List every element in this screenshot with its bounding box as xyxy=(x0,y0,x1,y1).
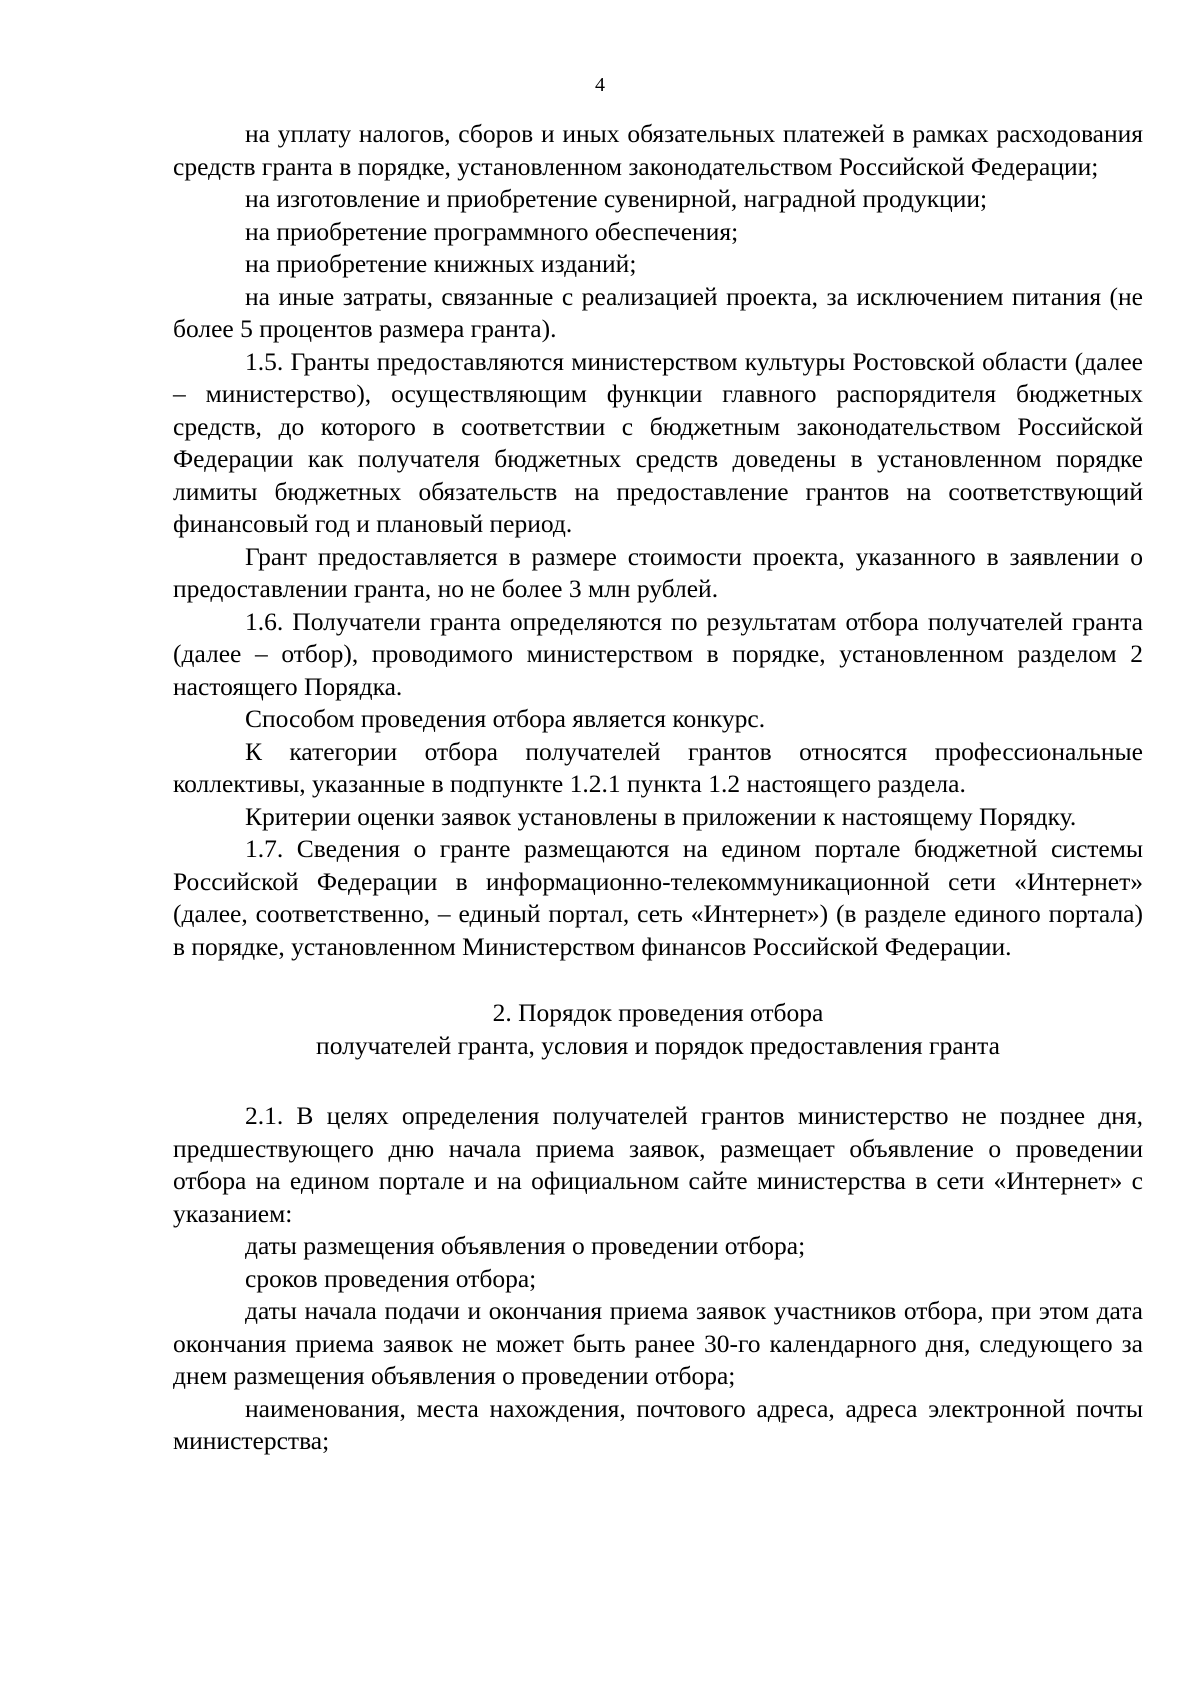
section-heading-line-2: получателей гранта, условия и порядок предоставления гранта xyxy=(316,1030,1000,1060)
paragraph-books: на приобретение книжных изданий; xyxy=(245,249,637,278)
paragraph-selection-terms: сроков проведения отбора; xyxy=(245,1263,537,1293)
paragraph-souvenir-products: на изготовление и приобретение сувенирной, наградной продукции; xyxy=(245,184,988,213)
paragraph-tax-payments: на уплату налогов, сборов и иных обязательных платежей в рамках расходования средств гранта в порядке, установленном законодательством Российской Федерации; xyxy=(173,119,1143,181)
paragraph-selection-category: К категории отбора получателей грантов относятся профессиональные коллективы, указанные в подпункте 1.2.1 пункта 1.2 настоящего раздела. xyxy=(173,736,1143,798)
paragraph-announcement-date: даты размещения объявления о проведении отбора; xyxy=(245,1231,806,1260)
paragraph-application-dates: даты начала подачи и окончания приема заявок участников отбора, при этом дата окончания приема заявок не может быть ранее 30-го календарного дня, следующего за днем размещения объявления о проведении отбора; xyxy=(173,1296,1143,1390)
paragraph-1-5: 1.5. Гранты предоставляются министерством культуры Ростовской области (далее – министерство), осуществляющим функции главного распорядителя бюджетных средств, до которого в соответствии с бюджетным законодательством Российской Федерации как получателя бюджетных средств доведены в установленном порядке лимиты бюджетных обязательств на предоставление грантов на соответствующий финансовый год и плановый период. xyxy=(173,346,1143,538)
paragraph-1-7: 1.7. Сведения о гранте размещаются на едином портале бюджетной системы Российской Федерации в информационно-телекоммуникационной сети «Интернет» (далее, соответственно, – единый портал, сеть «Интернет») (в разделе единого портала) в порядке, установленном Министерством финансов Российской Федерации. xyxy=(173,834,1143,961)
paragraph-evaluation-criteria: Критерии оценки заявок установлены в приложении к настоящему Порядку. xyxy=(245,801,1077,831)
paragraph-selection-method: Способом проведения отбора является конкурс. xyxy=(245,704,766,733)
paragraph-other-costs: на иные затраты, связанные с реализацией проекта, за исключением питания (не более 5 процентов размера гранта). xyxy=(173,281,1143,343)
paragraph-2-1: 2.1. В целях определения получателей грантов министерство не позднее дня, предшествующего дню начала приема заявок, размещает объявление о проведении отбора на едином портале и на официальном сайте министерства в сети «Интернет» с указанием: xyxy=(173,1101,1143,1228)
paragraph-software: на приобретение программного обеспечения; xyxy=(245,216,739,246)
page-number: 4 xyxy=(595,74,605,96)
section-heading xyxy=(173,997,1143,1062)
paragraph-grant-amount: Грант предоставляется в размере стоимости проекта, указанного в заявлении о предоставлении гранта, но не более 3 млн рублей. xyxy=(173,541,1143,603)
paragraph-1-6: 1.6. Получатели гранта определяются по результатам отбора получателей гранта (далее – отбор), проводимого министерством в порядке, установленном разделом 2 настоящего Порядка. xyxy=(173,606,1143,701)
paragraph-ministry-contacts: наименования, места нахождения, почтового адреса, адреса электронной почты министерства; xyxy=(173,1393,1143,1455)
section-heading-line-1: 2. Порядок проведения отбора xyxy=(492,998,824,1027)
document-body xyxy=(173,118,1143,1458)
